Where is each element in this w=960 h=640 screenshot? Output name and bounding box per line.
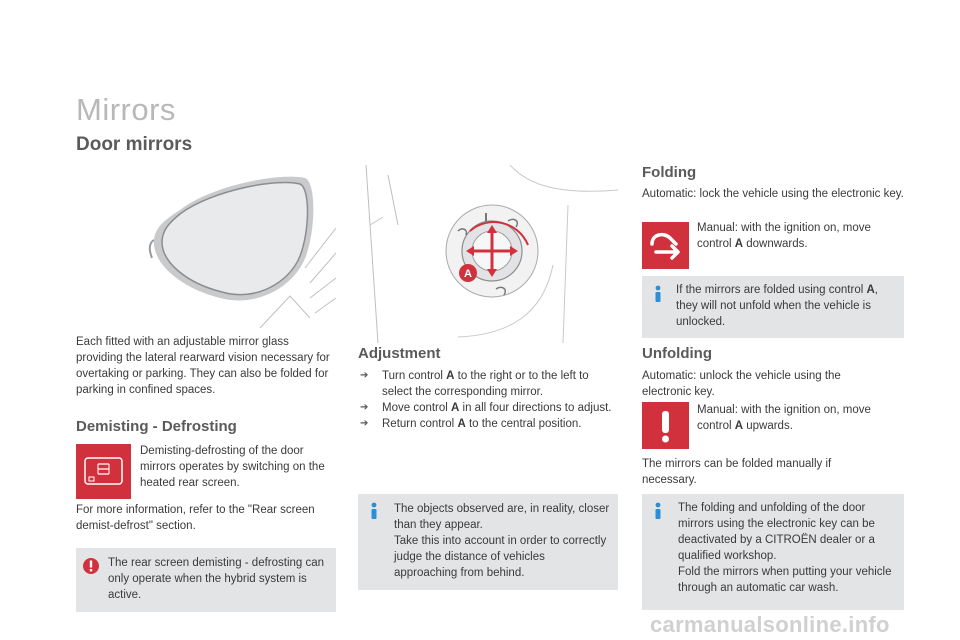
warning-icon	[82, 557, 100, 575]
adjustment-heading: Adjustment	[358, 345, 441, 362]
folding-manual: Manual: with the ignition on, move control A downwards.	[697, 222, 871, 250]
unfolding-automatic: Automatic: unlock the vehicle using the electronic key.	[642, 370, 841, 398]
demisting-heading: Demisting - Defrosting	[76, 418, 237, 435]
info-box-adjustment	[358, 494, 618, 590]
info-box-unfolding	[642, 494, 904, 610]
control-illustration	[358, 165, 618, 343]
info-box-folding	[642, 276, 904, 338]
fold-control-icon	[642, 222, 689, 269]
warning-box	[76, 548, 336, 612]
adjustment-step: ➔ Move control A in all four directions to adjust.	[360, 402, 612, 414]
adjustment-steps	[358, 368, 616, 432]
unfolding-manual: Manual: with the ignition on, move control A upwards.	[697, 404, 871, 432]
info-icon	[650, 285, 666, 303]
mirror-illustration	[140, 168, 336, 328]
intro-text: Each fitted with an adjustable mirror glass providing the lateral rearward vision necessary for overtaking or parking. They can also be folded for parking in confined spaces.	[76, 336, 330, 396]
info-icon	[366, 502, 382, 520]
demisting-text: Demisting-defrosting of the door mirrors operates by switching on the heated rear screen.	[140, 445, 325, 489]
page-title: Mirrors	[76, 92, 176, 127]
unfolding-heading: Unfolding	[642, 345, 712, 362]
warning-text: The rear screen demisting - defrosting can only operate when the hybrid system is active.	[108, 557, 325, 601]
info-icon	[650, 502, 666, 520]
demisting-more-info: For more information, refer to the "Rear screen demist-defrost" section.	[76, 504, 315, 532]
control-a-label: A	[464, 268, 472, 280]
footer-watermark[interactable]: carmanualsonline.info	[650, 612, 890, 637]
info-text-folding: If the mirrors are folded using control A, they will not unfold when the vehicle is unlocked.	[676, 284, 878, 328]
adjustment-step: ➔ Turn control A to the right or to the left to select the corresponding mirror.	[360, 370, 589, 398]
rear-screen-heater-icon	[76, 444, 131, 499]
folding-automatic: Automatic: lock the vehicle using the electronic key.	[642, 188, 904, 200]
info-text-unfolding: The folding and unfolding of the door mirrors using the electronic key can be deactivated by a CITROËN dealer or a qualified workshop. Fold the mirrors when putting your vehicle through an automatic car wash.	[678, 502, 892, 594]
unfold-control-icon	[642, 402, 689, 449]
adjustment-step: ➔ Return control A to the central position.	[360, 418, 582, 430]
section-heading: Door mirrors	[76, 134, 193, 155]
info-text-adjustment: The objects observed are, in reality, closer than they appear. Take this into account in order to correctly judge the distance of vehicles approaching from behind.	[394, 503, 610, 579]
folding-heading: Folding	[642, 164, 697, 181]
unfolding-manual-fold: The mirrors can be folded manually if necessary.	[642, 458, 832, 486]
